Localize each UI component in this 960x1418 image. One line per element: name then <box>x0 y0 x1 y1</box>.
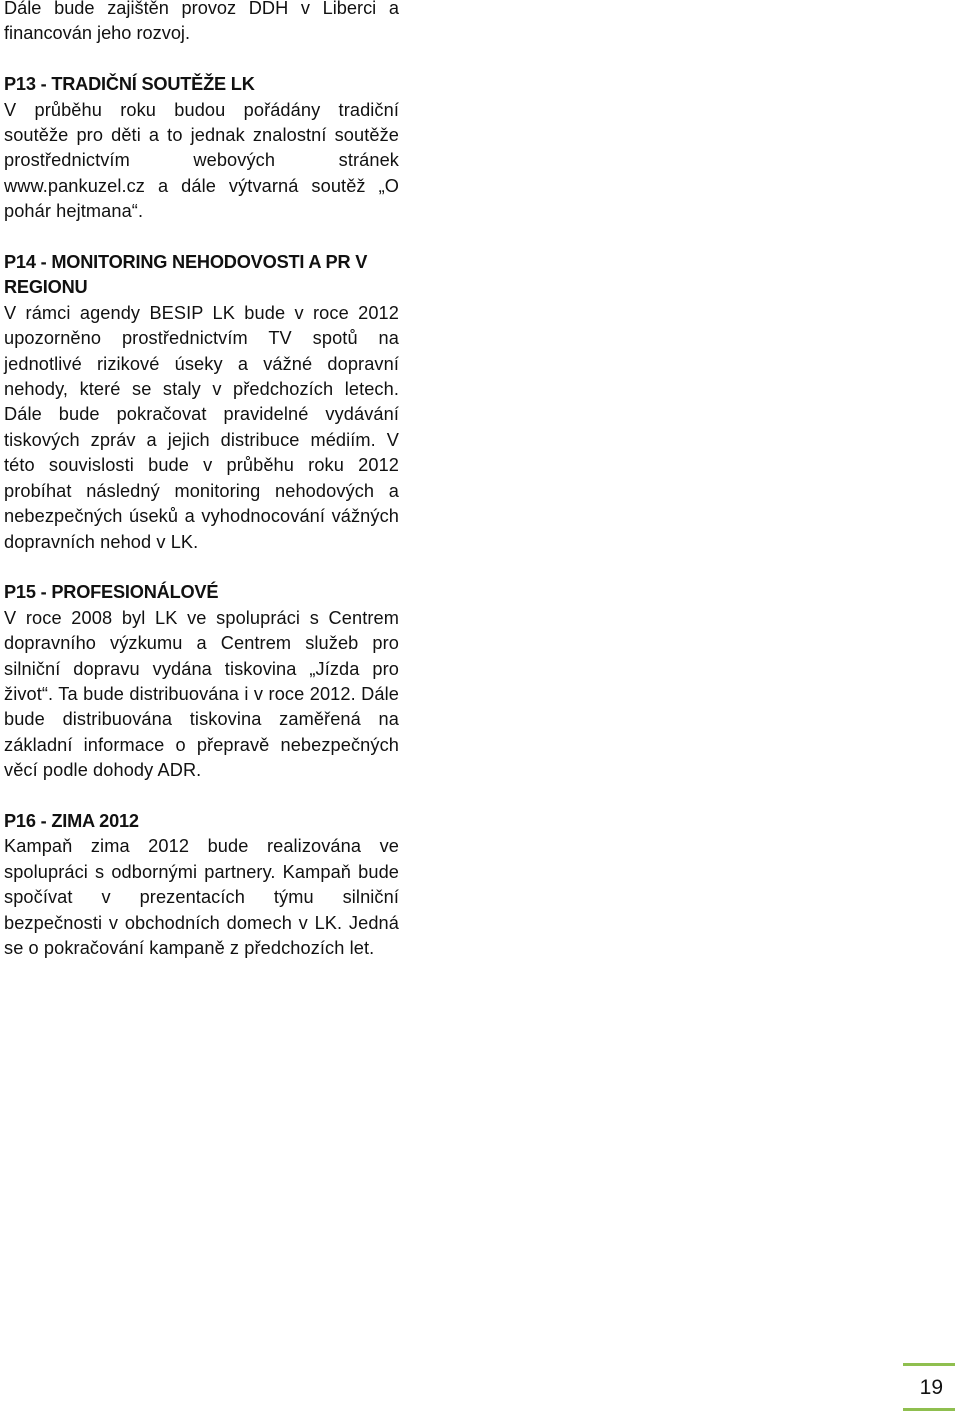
section-p14 <box>4 250 399 555</box>
intro-paragraph: Dále bude zajištěn provoz DDH v Liberci a financován jeho rozvoj. <box>4 0 399 44</box>
section-heading: P15 - PROFESIONÁLOVÉ <box>4 582 219 603</box>
section-p13 <box>4 72 399 224</box>
section-p15 <box>4 580 399 783</box>
section-body: V roce 2008 byl LK ve spolupráci s Centrem dopravního výzkumu a Centrem služeb pro silniční dopravu vydána tiskovina „Jízda pro život“. Ta bude distribuována i v roce 2012. Dále bude distribuována tiskovina zaměřená na základní informace o přepravě nebezpečných věcí podle dohody ADR. <box>4 607 399 781</box>
document-column <box>4 0 399 961</box>
section-body: V průběhu roku budou pořádány tradiční soutěže pro děti a to jednak znalostní soutěže prostřednictvím webových stránek www.pankuzel.cz a dále výtvarná soutěž „O pohár hejtmana“. <box>4 99 399 222</box>
section-p16 <box>4 809 399 961</box>
page-number-frame <box>903 1363 955 1411</box>
page-number: 19 <box>919 1376 943 1399</box>
section-heading: P16 - ZIMA 2012 <box>4 810 139 831</box>
section-body: Kampaň zima 2012 bude realizována ve spolupráci s odbornými partnery. Kampaň bude spočívat v prezentacích týmu silniční bezpečnosti v obchodních domech v LK. Jedná se o pokračování kampaně z předchozích let. <box>4 836 399 958</box>
section-heading: P14 - MONITORING NEHODOVOSTI A PR V REGIONU <box>4 252 368 298</box>
section-heading: P13 - TRADIČNÍ SOUTĚŽE LK <box>4 74 255 95</box>
section-body: V rámci agendy BESIP LK bude v roce 2012 upozorněno prostřednictvím TV spotů na jednotlivé rizikové úseky a vážné dopravní nehody, které se staly v předchozích letech. Dále bude pokračovat pravidelné vydávání tiskových zpráv a jejich distribuce médiím. V této souvislosti bude v průběhu roku 2012 probíhat následný monitoring nehodových a nebezpečných úseků a vyhodnocování vážných dopravních nehod v LK. <box>4 302 399 552</box>
